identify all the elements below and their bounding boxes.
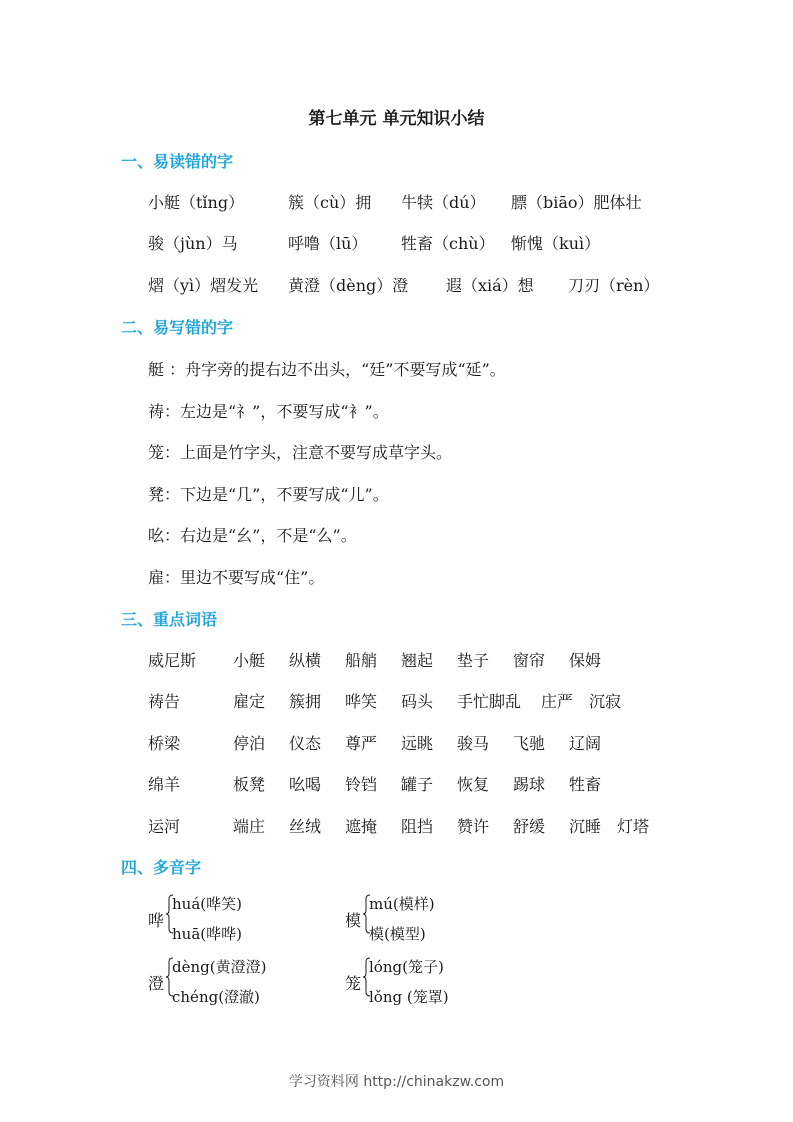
vocab-word: 遮掩 [345, 817, 378, 836]
section-heading-polyphones: 四、多音字 [121, 858, 202, 877]
footer-watermark: 学习资料网 http://chinakzw.com [288, 1074, 505, 1090]
polyphone-char: 澄 [148, 974, 165, 993]
page-title: 第七单元 单元知识小结 [308, 109, 485, 129]
vocab-word: 威尼斯 [148, 651, 197, 670]
reading-item: 小艇（tǐng） [148, 193, 245, 212]
vocab-word: 骏马 [457, 734, 490, 753]
vocab-word: 罐子 [401, 775, 434, 794]
polyphone-char: 哗 [148, 911, 165, 930]
writing-note: 笼：上面是竹字头，注意不要写成草字头。 [148, 443, 453, 462]
vocab-word: 桥梁 [148, 734, 181, 753]
vocab-word: 仪态 [289, 734, 322, 753]
vocab-word: 哗笑 [345, 692, 378, 711]
reading-item: 牲畜（chù） [401, 234, 495, 253]
reading-item: 熠（yì）熠发光 [148, 276, 259, 295]
vocab-word: 尊严 [345, 734, 378, 753]
vocab-word: 保姆 [569, 651, 602, 670]
vocab-word: 手忙脚乱 [457, 692, 522, 711]
reading-item: 牛犊（dú） [401, 193, 486, 212]
vocab-word: 祷告 [148, 692, 181, 711]
vocab-word: 绵羊 [148, 775, 181, 794]
reading-item: 呼噜（lū） [288, 234, 368, 253]
vocab-word: 窗帘 [513, 651, 546, 670]
polyphone-reading: lǒng (笼罩) [369, 988, 449, 1006]
reading-item: 遐（xiá）想 [446, 276, 534, 295]
polyphone-reading: huā(哗哗) [172, 925, 242, 943]
writing-note: 凳：下边是“几”，不要写成“儿”。 [148, 485, 389, 504]
writing-note: 吆：右边是“幺”，不是“么”。 [148, 526, 357, 545]
vocab-word: 垫子 [457, 651, 490, 670]
vocab-word: 灯塔 [617, 817, 650, 836]
section-heading-vocab: 三、重点词语 [121, 610, 218, 629]
vocab-word: 舒缓 [513, 817, 546, 836]
vocab-word: 船艄 [345, 651, 378, 670]
vocab-word: 运河 [148, 817, 181, 836]
vocab-word: 沉睡 [569, 817, 602, 836]
vocab-word: 吆喝 [289, 775, 322, 794]
reading-item: 惭愧（kuì） [511, 234, 601, 253]
vocab-word: 码头 [401, 692, 434, 711]
polyphone-reading: mú(模样) [369, 895, 435, 913]
reading-item: 黄澄（dèng）澄 [288, 276, 409, 295]
vocab-word: 踢球 [513, 775, 546, 794]
vocab-word: 赞许 [457, 817, 490, 836]
polyphone-reading: lóng(笼子) [369, 958, 444, 976]
polyphone-reading: dèng(黄澄澄) [172, 958, 267, 976]
writing-note: 祷：左边是“礻”，不要写成“衤”。 [148, 402, 389, 421]
vocab-word: 小艇 [233, 651, 266, 670]
polyphone-reading: 模(模型) [369, 925, 426, 943]
vocab-word: 铃铛 [345, 775, 378, 794]
vocab-word: 板凳 [233, 775, 266, 794]
polyphone-char: 模 [345, 911, 362, 930]
reading-item: 簇（cù）拥 [288, 193, 372, 212]
polyphone-reading: chéng(澄澈) [172, 988, 260, 1006]
vocab-word: 翘起 [401, 651, 434, 670]
reading-item: 刀刃（rèn） [568, 276, 660, 295]
vocab-word: 纵横 [289, 651, 322, 670]
polyphone-reading: huá(哗笑) [172, 895, 242, 913]
vocab-word: 辽阔 [569, 734, 602, 753]
section-heading-reading: 一、易读错的字 [121, 152, 234, 171]
writing-note: 雇：里边不要写成“住”。 [148, 568, 325, 587]
vocab-word: 牲畜 [569, 775, 602, 794]
reading-item: 膘（biāo）肥体壮 [511, 193, 642, 212]
reading-item: 骏（jùn）马 [148, 234, 238, 253]
vocab-word: 端庄 [233, 817, 266, 836]
vocab-word: 沉寂 [589, 692, 622, 711]
vocab-word: 停泊 [233, 734, 266, 753]
vocab-word: 簇拥 [289, 692, 322, 711]
vocab-word: 恢复 [457, 775, 490, 794]
section-heading-writing: 二、易写错的字 [121, 318, 234, 337]
writing-note: 艇 ：舟字旁的提右边不出头，“廷”不要写成“延”。 [148, 360, 506, 379]
vocab-word: 雇定 [233, 692, 266, 711]
vocab-word: 庄严 [541, 692, 574, 711]
vocab-word: 远眺 [401, 734, 434, 753]
vocab-word: 飞驰 [513, 734, 546, 753]
vocab-word: 阻挡 [401, 817, 434, 836]
polyphone-char: 笼 [345, 974, 362, 993]
vocab-word: 丝绒 [289, 817, 322, 836]
